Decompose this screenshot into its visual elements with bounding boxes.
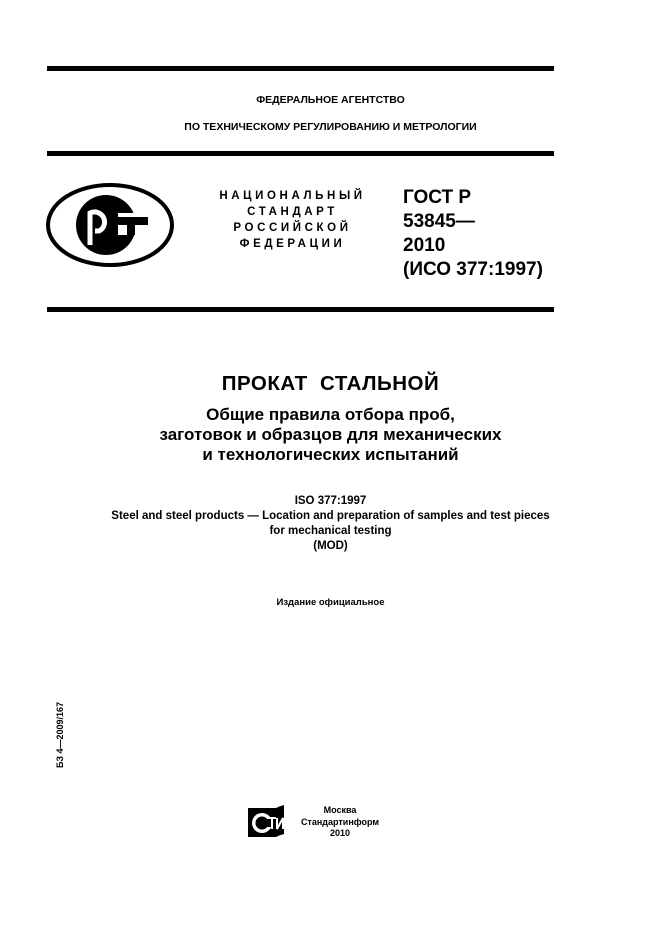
agency-line-2: ПО ТЕХНИЧЕСКОМУ РЕГУЛИРОВАНИЮ И МЕТРОЛОГИИ <box>184 121 477 133</box>
iso-reference: ISO 377:1997 Steel and steel products — Location and preparation of samples and test pieces for mechanical testing (MOD) <box>111 495 550 552</box>
agency-line-1: ФЕДЕРАЛЬНОЕ АГЕНТСТВО <box>256 94 405 106</box>
top-rule <box>47 66 554 71</box>
publisher-info: Москва Стандартинформ 2010 <box>300 805 380 838</box>
edition-label: Издание официальное <box>276 597 385 608</box>
document-title: ПРОКАТ СТАЛЬНОЙ <box>221 372 440 395</box>
side-note: БЗ 4—2009/167 <box>55 701 65 769</box>
national-standard-label: НАЦИОНАЛЬНЫЙ СТАНДАРТ РОССИЙСКОЙ ФЕДЕРАЦИИ <box>219 190 366 250</box>
document-subtitle: Общие правила отбора проб, заготовок и образцов для механических и технологических испытаний <box>159 405 502 464</box>
block-rule <box>47 307 554 312</box>
standard-designation: ГОСТ Р 53845— 2010 (ИСО 377:1997) <box>403 187 543 280</box>
standartinform-logo-icon <box>246 804 286 840</box>
header-rule <box>47 151 554 156</box>
rst-gost-logo-icon <box>46 183 174 267</box>
